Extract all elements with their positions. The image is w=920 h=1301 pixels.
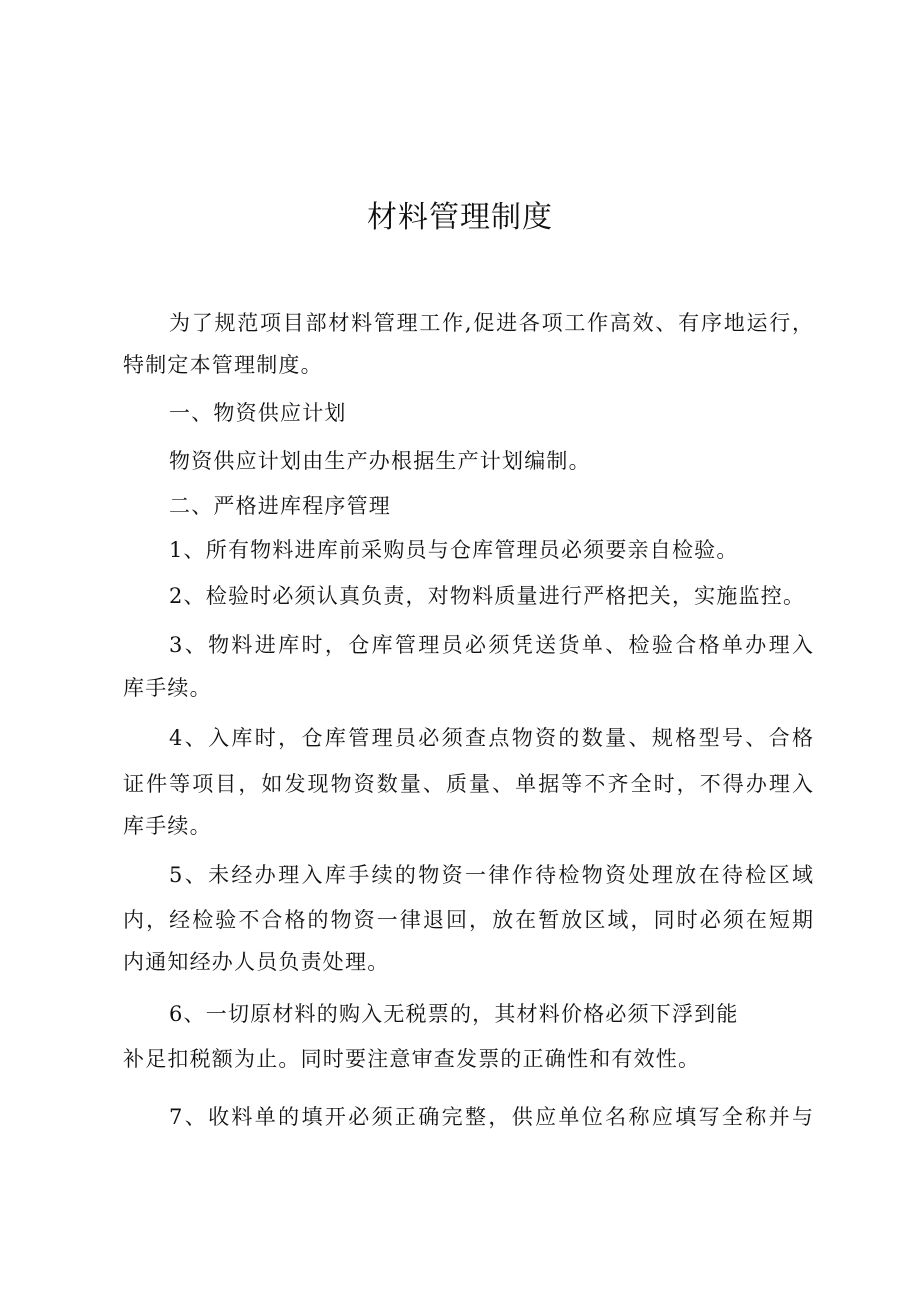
item-3-line-1: 3、物料进库时，仓库管理员必须凭送货单、检验合格单办理入 — [169, 633, 813, 657]
item-1-line-1: 1、所有物料进库前采购员与仓库管理员必须要亲自检验。 — [169, 538, 739, 562]
section-heading-2: 二、严格进库程序管理 — [169, 494, 391, 518]
item-2-line-1: 2、检验时必须认真负责，对物料质量进行严格把关，实施监控。 — [169, 584, 806, 608]
item-4-line-3: 库手续。 — [123, 814, 212, 838]
item-4-line-2: 证件等项目，如发现物资数量、质量、单据等不齐全时，不得办理入 — [123, 772, 813, 796]
intro-line-2: 特制定本管理制度。 — [123, 353, 323, 377]
intro-line-1: 为了规范项目部材料管理工作,促进各项工作高效、有序地运行， — [169, 311, 813, 335]
item-5-line-1: 5、未经办理入库手续的物资一律作待检物资处理放在待检区域 — [169, 863, 813, 887]
item-6-line-1: 6、一切原材料的购入无税票的，其材料价格必须下浮到能 — [169, 1002, 739, 1026]
document-body — [123, 303, 813, 1143]
item-7-line-1: 7、收料单的填开必须正确完整，供应单位名称应填写全称并与 — [169, 1105, 813, 1129]
item-6-line-2: 补足扣税额为止。同时要注意审查发票的正确性和有效性。 — [123, 1047, 701, 1071]
item-3-line-2: 库手续。 — [123, 676, 212, 700]
document-title: 材料管理制度 — [367, 200, 553, 235]
section-1-text: 物资供应计划由生产办根据生产计划编制。 — [169, 449, 591, 473]
item-5-line-3: 内通知经办人员负责处理。 — [123, 950, 390, 974]
item-4-line-1: 4、入库时，仓库管理员必须查点物资的数量、规格型号、合格 — [169, 726, 813, 750]
item-5-line-2: 内，经检验不合格的物资一律退回，放在暂放区域，同时必须在短期 — [123, 908, 813, 932]
section-heading-1: 一、物资供应计划 — [169, 401, 347, 425]
